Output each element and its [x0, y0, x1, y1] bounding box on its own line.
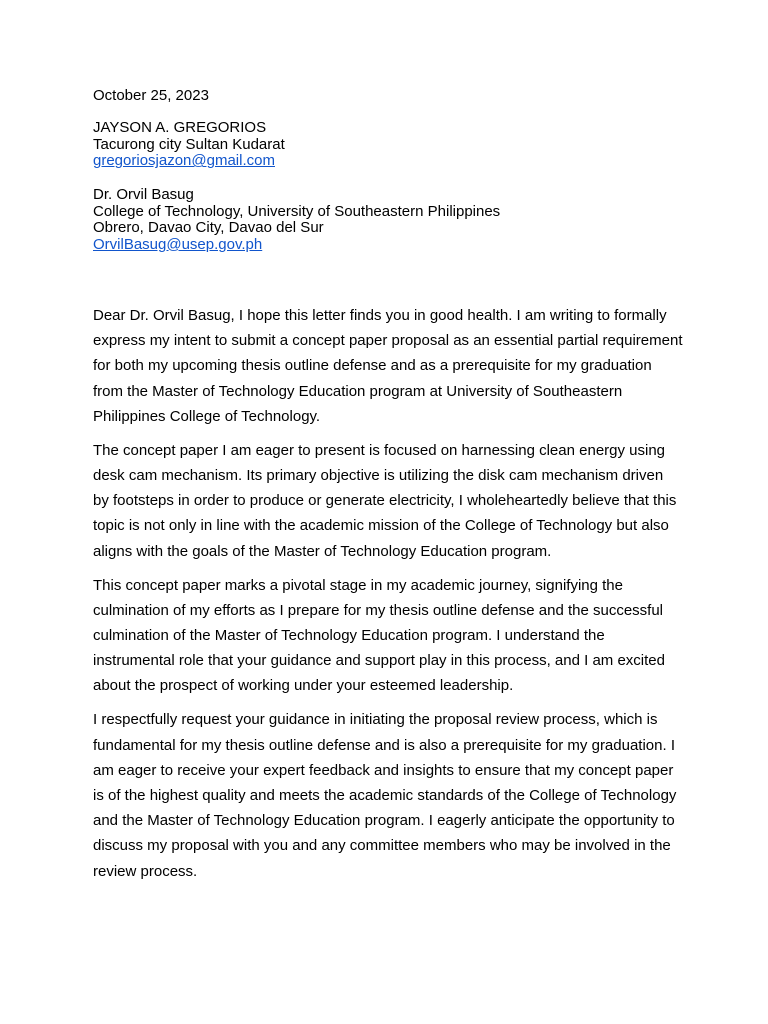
letter-body: [93, 303, 683, 893]
recipient-name: Dr. Orvil Basug: [93, 186, 194, 203]
paragraph-concept: The concept paper I am eager to present is focused on harnessing clean energy using desk cam mechanism. Its primary objective is utilizing the disk cam mechanism driven by footsteps in order to produce or generate electricity, I wholeheartedly believe that this topic is not only in line with the academic mission of the College of Technology but also aligns with the goals of the Master of Technology Education program.: [93, 441, 677, 560]
recipient-block: [93, 187, 500, 253]
recipient-address: Obrero, Davao City, Davao del Sur: [93, 219, 324, 237]
recipient-email-link[interactable]: OrvilBasug@usep.gov.ph: [93, 235, 263, 253]
paragraph-milestone: This concept paper marks a pivotal stage in my academic journey, signifying the culmination of my efforts as I prepare for my thesis outline defense and the successful culmination of the Master of Technology Education program. I understand the instrumental role that your guidance and support play in this process, and I am excited about the prospect of working under your esteemed leadership.: [93, 576, 665, 695]
letter-date: October 25, 2023: [93, 87, 209, 104]
sender-block: [93, 120, 285, 170]
sender-address: Tacurong city Sultan Kudarat: [93, 135, 285, 153]
recipient-institution: College of Technology, University of Southeastern Philippines: [93, 202, 501, 220]
sender-name: JAYSON A. GREGORIOS: [93, 119, 267, 136]
sender-email-link[interactable]: gregoriosjazon@gmail.com: [93, 152, 275, 170]
paragraph-greeting: Dear Dr. Orvil Basug, I hope this letter finds you in good health. I am writing to formally express my intent to submit a concept paper proposal as an essential partial requirement for both my upcoming thesis outline defense and as a prerequisite for my graduation from the Master of Technology Education program at University of Southeastern Philippines College of Technology.: [93, 307, 683, 425]
paragraph-request: I respectfully request your guidance in initiating the proposal review process, which is fundamental for my thesis outline defense and is also a prerequisite for my graduation. I am eager to receive your expert feedback and insights to ensure that my concept paper is of the highest quality and meets the academic standards of the College of Technology and the Master of Technology Education program. I eagerly anticipate the opportunity to discuss my proposal with you and any committee members who may be involved in the review process.: [93, 711, 677, 880]
